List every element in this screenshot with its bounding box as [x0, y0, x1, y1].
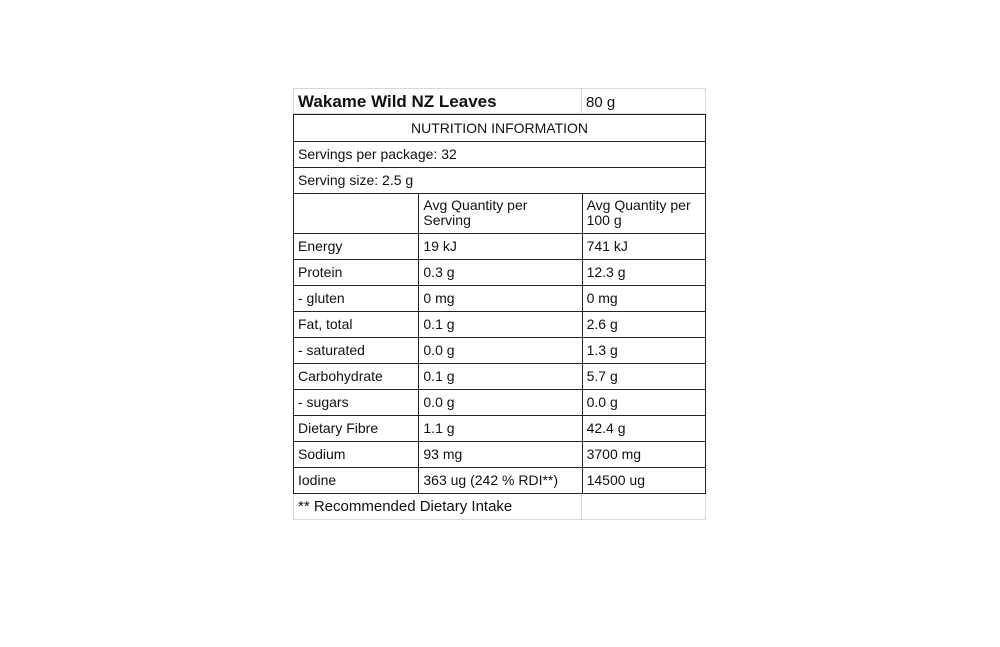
- nutrient-name: - sugars: [298, 394, 349, 410]
- per-serving-value: 0.0 g: [418, 390, 581, 415]
- per-100g-value: 42.4 g: [582, 416, 705, 441]
- nutrient-name: Carbohydrate: [298, 368, 383, 384]
- table-row: [294, 259, 705, 285]
- per-100g-value: 14500 ug: [582, 468, 705, 493]
- column-header-nutrient: [294, 194, 418, 233]
- nutrient-name: Dietary Fibre: [298, 420, 379, 436]
- table-row: [294, 285, 705, 311]
- table-row: [294, 467, 705, 493]
- product-name: Wakame Wild NZ Leaves: [293, 88, 582, 114]
- table-row: [294, 233, 705, 259]
- nutrient-name: Fat, total: [298, 316, 353, 332]
- nutrition-panel: [293, 114, 706, 494]
- per-serving-value: 0 mg: [418, 286, 581, 311]
- footnote-row: [293, 494, 706, 520]
- table-row: [294, 311, 705, 337]
- per-100g-value: 12.3 g: [582, 260, 705, 285]
- per-serving-value: 93 mg: [418, 442, 581, 467]
- servings-per-package: Servings per package: 32: [298, 146, 457, 162]
- per-100g-value: 741 kJ: [582, 234, 705, 259]
- per-serving-value: 363 ug (242 % RDI**): [418, 468, 581, 493]
- per-100g-value: 3700 mg: [582, 442, 705, 467]
- per-serving-value: 1.1 g: [418, 416, 581, 441]
- nutrient-name: - saturated: [298, 342, 365, 358]
- product-header-row: [293, 88, 706, 114]
- table-row: [294, 441, 705, 467]
- product-weight: 80 g: [582, 88, 706, 114]
- panel-title-row: [294, 115, 705, 141]
- footnote: ** Recommended Dietary Intake: [293, 494, 582, 520]
- nutrient-name: Sodium: [298, 446, 346, 462]
- column-header-row: [294, 193, 705, 233]
- per-100g-value: 2.6 g: [582, 312, 705, 337]
- nutrition-label: [293, 88, 706, 520]
- per-100g-value: 5.7 g: [582, 364, 705, 389]
- table-row: [294, 415, 705, 441]
- per-serving-value: 0.1 g: [418, 312, 581, 337]
- table-row: [294, 337, 705, 363]
- serving-size-row: [294, 167, 705, 193]
- per-serving-value: 0.3 g: [418, 260, 581, 285]
- nutrient-name: - gluten: [298, 290, 345, 306]
- column-header-per-serving: Avg Quantity per Serving: [418, 194, 581, 233]
- per-serving-value: 0.0 g: [418, 338, 581, 363]
- per-100g-value: 1.3 g: [582, 338, 705, 363]
- nutrient-name: Iodine: [298, 472, 337, 488]
- servings-row: [294, 141, 705, 167]
- table-row: [294, 389, 705, 415]
- per-serving-value: 0.1 g: [418, 364, 581, 389]
- footnote-empty-cell: [582, 494, 706, 520]
- per-100g-value: 0 mg: [582, 286, 705, 311]
- column-header-per-100g: Avg Quantity per 100 g: [582, 194, 705, 233]
- serving-size: Serving size: 2.5 g: [298, 172, 414, 188]
- nutrient-name: Energy: [298, 238, 343, 254]
- panel-title: NUTRITION INFORMATION: [410, 119, 589, 136]
- per-serving-value: 19 kJ: [418, 234, 581, 259]
- per-100g-value: 0.0 g: [582, 390, 705, 415]
- nutrient-name: Protein: [298, 264, 343, 280]
- table-row: [294, 363, 705, 389]
